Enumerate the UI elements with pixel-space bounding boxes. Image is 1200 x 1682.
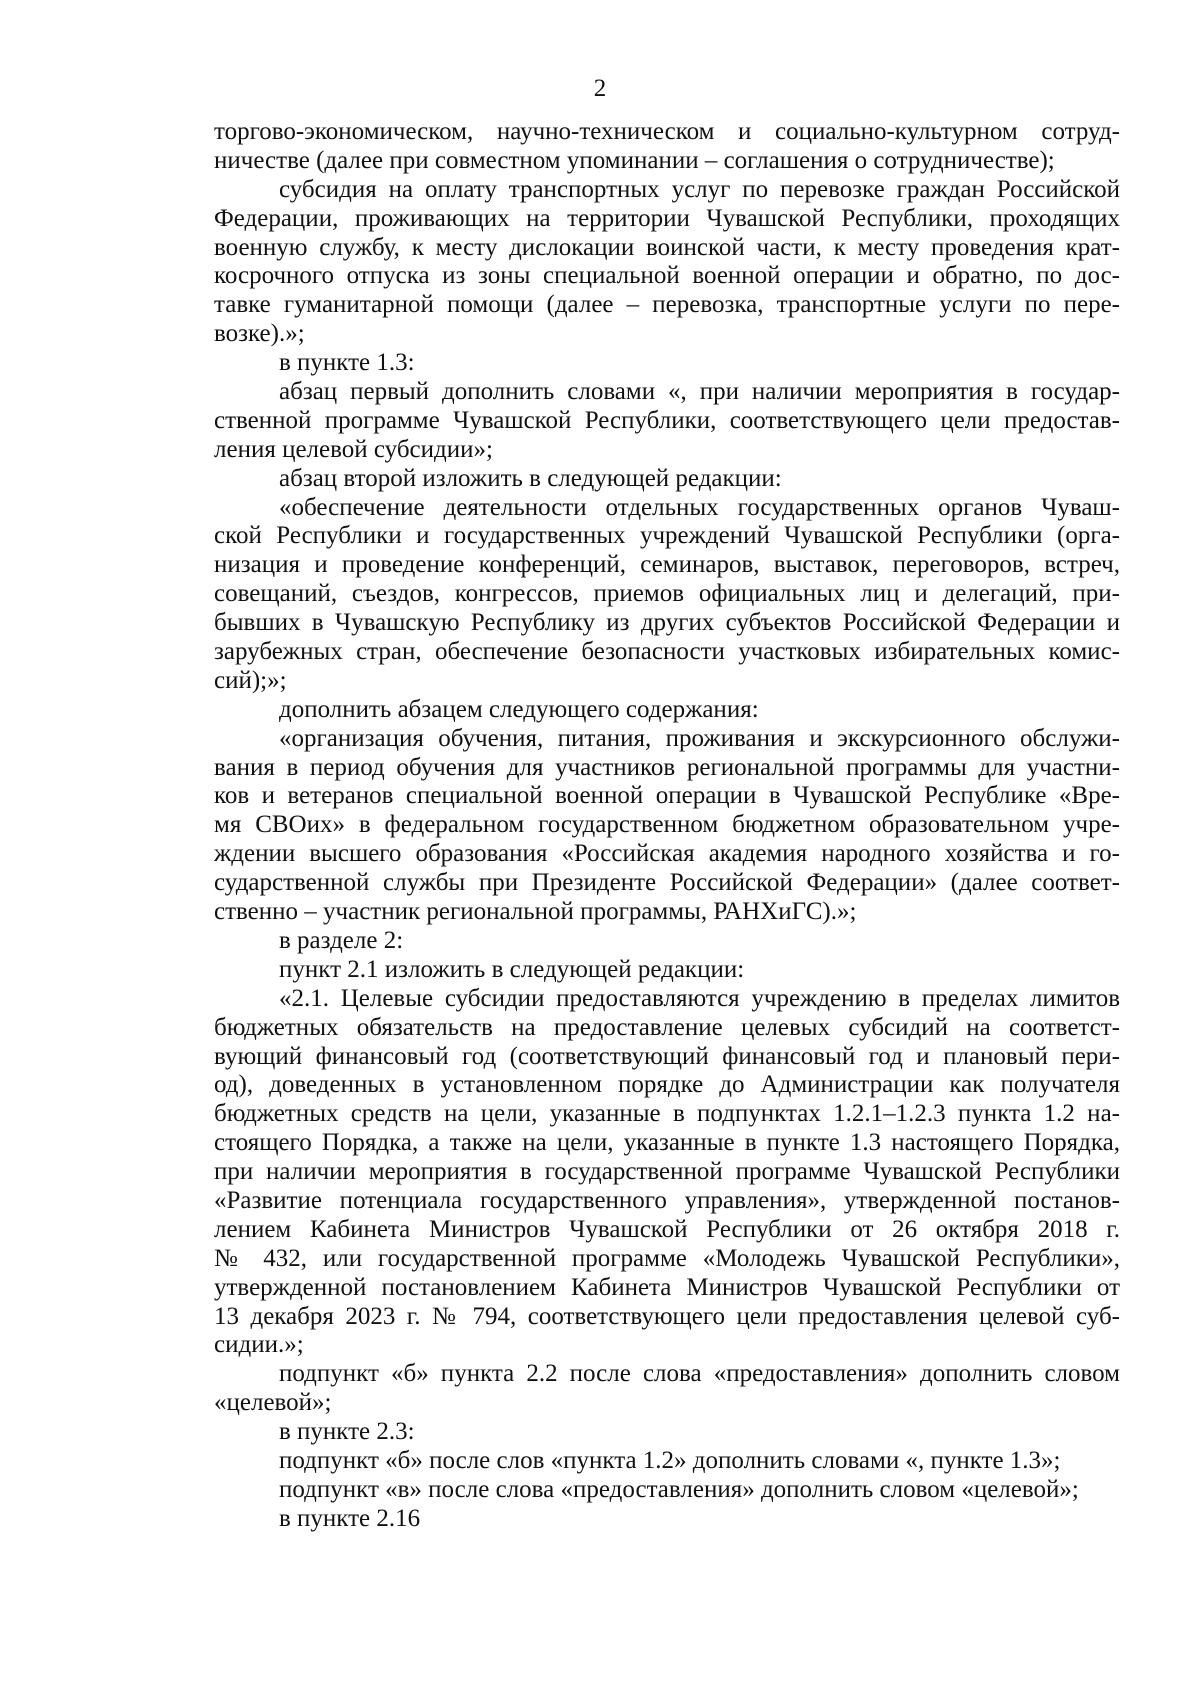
text-line: ков и ветеранов специальной военной операции в Чувашской Республике «Вре-	[214, 782, 1120, 810]
text-line: лением Кабинета Министров Чувашской Республики от 26 октября 2018 г.	[214, 1215, 1120, 1243]
text-line: субсидия на оплату транспортных услуг по перевозке граждан Российской	[279, 175, 1120, 203]
text-line: «организация обучения, питания, проживания и экскурсионного обслужи-	[279, 724, 1120, 752]
text-line: стоящего Порядка, а также на цели, указанные в пункте 1.3 настоящего Порядка,	[214, 1129, 1120, 1157]
text-line: сидии.»;	[214, 1331, 304, 1359]
text-line: Федерации, проживающих на территории Чувашской Республики, проходящих	[214, 204, 1120, 232]
text-line: ственной программе Чувашской Республики, соответствующего цели предостав-	[214, 406, 1120, 434]
text-line: низация и проведение конференций, семинаров, выставок, переговоров, встреч,	[214, 551, 1120, 579]
text-line: подпункт «б» пункта 2.2 после слова «предоставления» дополнить словом	[279, 1360, 1120, 1388]
text-line: торгово-экономическом, научно-техническом и социально-культурном сотруд-	[214, 118, 1120, 145]
text-line: ждении высшего образования «Российская академия народного хозяйства и го-	[214, 840, 1120, 868]
text-line: при наличии мероприятия в государственной программе Чувашской Республики	[214, 1158, 1120, 1186]
text-line: бюджетных средств на цели, указанные в подпунктах 1.2.1–1.2.3 пункта 1.2 на-	[214, 1100, 1120, 1128]
text-line: «обеспечение деятельности отдельных государственных органов Чуваш-	[279, 493, 1120, 521]
text-line: ничестве (далее при совместном упоминании – соглашения о сотрудничестве);	[214, 146, 1055, 174]
text-line: в пункте 1.3:	[279, 349, 415, 377]
text-line: ской Республики и государственных учреждений Чувашской Республики (орга-	[214, 522, 1120, 550]
text-line: абзац первый дополнить словами «, при наличии мероприятия в государ-	[279, 378, 1120, 406]
text-line: совещаний, съездов, конгрессов, приемов официальных лиц и делегаций, при-	[214, 580, 1120, 608]
text-line: подпункт «б» после слов «пункта 1.2» дополнить словами «, пункте 1.3»;	[279, 1446, 1061, 1474]
text-line: утвержденной постановлением Кабинета Министров Чувашской Республики от	[214, 1273, 1120, 1301]
text-line: вующий финансовый год (соответствующий финансовый год и плановый пери-	[214, 1042, 1120, 1070]
text-line: «Развитие потенциала государственного управления», утвержденной постанов-	[214, 1186, 1120, 1214]
text-line: ственно – участник региональной программы, РАНХиГС).»;	[214, 898, 857, 926]
text-line: № 432, или государственной программе «Молодежь Чувашской Республики»,	[214, 1244, 1120, 1272]
text-line: бывших в Чувашскую Республику из других субъектов Российской Федерации и	[214, 609, 1120, 637]
text-line: од), доведенных в установленном порядке до Администрации как получателя	[214, 1071, 1120, 1099]
text-line: 13 декабря 2023 г. № 794, соответствующего цели предоставления целевой суб-	[214, 1302, 1120, 1330]
text-line: сударственной службы при Президенте Российской Федерации» (далее соответ-	[214, 869, 1120, 897]
text-line: косрочного отпуска из зоны специальной военной операции и обратно, по дос-	[214, 262, 1120, 290]
text-line: вания в период обучения для участников региональной программы для участни-	[214, 753, 1120, 781]
text-line: бюджетных обязательств на предоставление целевых субсидий на соответст-	[214, 1013, 1120, 1041]
text-line: «целевой»;	[214, 1389, 332, 1417]
text-line: абзац второй изложить в следующей редакции:	[279, 464, 782, 492]
text-line: военную службу, к месту дислокации воинской части, к месту проведения крат-	[214, 233, 1120, 261]
page-number: 2	[593, 75, 607, 102]
text-line: дополнить абзацем следующего содержания:	[279, 695, 759, 723]
text-line: сий);»;	[214, 666, 287, 694]
text-line: пункт 2.1 изложить в следующей редакции:	[279, 955, 745, 983]
text-line: зарубежных стран, обеспечение безопасности участковых избирательных комис-	[214, 638, 1120, 666]
text-line: в разделе 2:	[279, 926, 404, 954]
text-line: ления целевой субсидии»;	[214, 435, 493, 463]
text-line: возке).»;	[214, 320, 305, 348]
text-line: подпункт «в» после слова «предоставления» дополнить словом «целевой»;	[279, 1475, 1079, 1503]
document-body	[214, 118, 1120, 1534]
text-line: в пункте 2.3:	[279, 1418, 415, 1446]
text-line: в пункте 2.16	[279, 1504, 421, 1532]
text-line: тавке гуманитарной помощи (далее – перевозка, транспортные услуги по пере-	[214, 291, 1120, 319]
text-line: «2.1. Целевые субсидии предоставляются учреждению в пределах лимитов	[279, 984, 1120, 1012]
text-line: мя СВОих» в федеральном государственном бюджетном образовательном учре-	[214, 811, 1120, 839]
